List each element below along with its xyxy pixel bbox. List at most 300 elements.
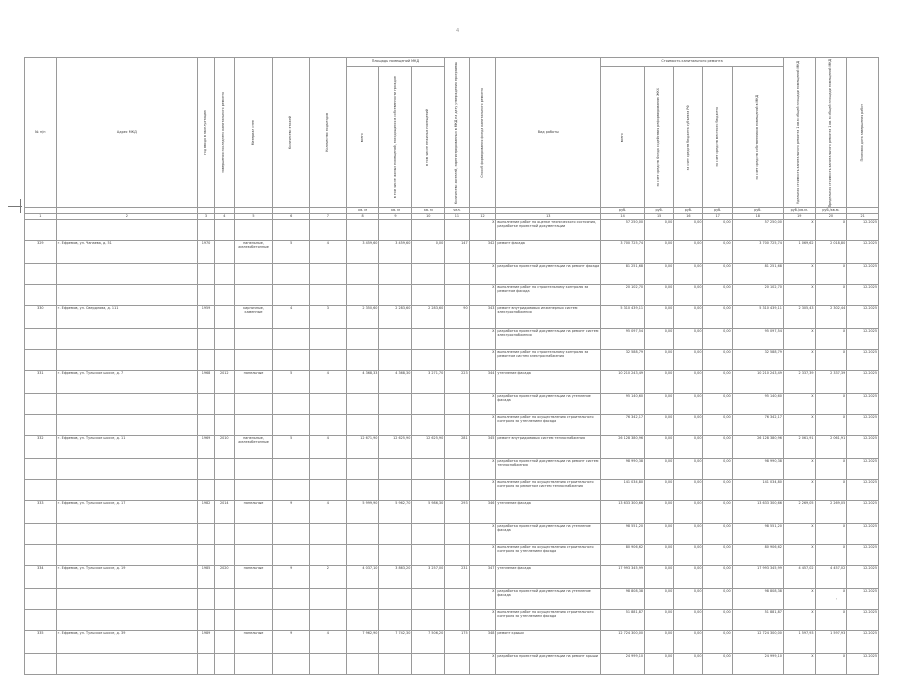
row-floors — [273, 524, 310, 545]
row-total-area — [346, 654, 379, 675]
row-cost-local: 0,00 — [703, 350, 732, 371]
row-year-built — [197, 329, 214, 350]
row-cost-total: 10 210 243,49 — [601, 371, 645, 394]
row-cost-fund: 0,00 — [645, 524, 674, 545]
row-cost-total: 95 140,60 — [601, 394, 645, 415]
column-number: 6 — [273, 214, 310, 220]
table-row — [25, 220, 879, 241]
row-cost-fund: 0,00 — [645, 285, 674, 306]
row-floors — [273, 264, 310, 285]
row-number: 329 — [25, 241, 57, 264]
unit-rubsqm-2: руб./кв.м. — [815, 208, 847, 214]
row-work-type: утепление фасада — [496, 566, 601, 589]
row-address — [56, 264, 197, 285]
row-address — [56, 459, 197, 480]
register-body — [25, 220, 879, 675]
row-deadline: 12.2025 — [847, 285, 879, 306]
row-limit-cost: 2 018,80 — [815, 241, 847, 264]
header-cost-region: за счет средств бюджета субъекта РФ — [685, 104, 690, 170]
row-ownership: X — [469, 589, 496, 610]
row-entrances — [310, 415, 347, 436]
row-cost-fund: 0,00 — [645, 480, 674, 501]
row-cost-fund: 0,00 — [645, 654, 674, 675]
row-year-overhaul: 2020 — [215, 566, 234, 589]
row-address: г. Ефремов, ул. Тульское шоссе, д. 11 — [56, 436, 197, 459]
row-entrances: 4 — [310, 241, 347, 264]
page-mark-bottom: ' — [836, 598, 838, 604]
row-address — [56, 654, 197, 675]
row-cost-fund: 0,00 — [645, 545, 674, 566]
header-area-group: Площадь помещений МКД — [346, 58, 445, 67]
row-residents: 231 — [445, 566, 469, 589]
row-cost-local: 0,00 — [703, 371, 732, 394]
row-floors — [273, 415, 310, 436]
row-nonliving-area — [412, 350, 445, 371]
row-unit-cost: X — [783, 285, 815, 306]
row-nonliving-area: 3 271,70 — [412, 371, 445, 394]
row-cost-local: 0,00 — [703, 436, 732, 459]
row-living-area: 7 742,30 — [379, 631, 412, 654]
row-cost-owners: 95 140,60 — [732, 394, 783, 415]
row-limit-cost: X — [815, 589, 847, 610]
row-cost-owners: 20 102,70 — [732, 285, 783, 306]
row-living-area — [379, 480, 412, 501]
row-cost-local: 0,00 — [703, 589, 732, 610]
row-deadline: 12.2025 — [847, 589, 879, 610]
row-nonliving-area: 2 283,60 — [412, 306, 445, 329]
row-address — [56, 480, 197, 501]
row-deadline: 12.2025 — [847, 501, 879, 524]
row-cost-owners: 3 700 725,74 — [732, 241, 783, 264]
row-address — [56, 545, 197, 566]
row-cost-owners: 76 342,17 — [732, 415, 783, 436]
row-ownership: X — [469, 285, 496, 306]
table-row — [25, 610, 879, 631]
row-cost-local: 0,00 — [703, 610, 732, 631]
row-year-overhaul — [215, 589, 234, 610]
row-year-overhaul — [215, 285, 234, 306]
row-deadline: 12.2025 — [847, 654, 879, 675]
header-address: Адрес МКД — [56, 58, 197, 208]
row-deadline: 12.2025 — [847, 306, 879, 329]
row-unit-cost: X — [783, 350, 815, 371]
row-cost-region: 0,00 — [674, 264, 703, 285]
row-address: г. Ефремов, ул. Тульское шоссе, д. 7 — [56, 371, 197, 394]
row-limit-cost: X — [815, 350, 847, 371]
row-living-area: 12 625,90 — [379, 436, 412, 459]
row-address — [56, 220, 197, 241]
row-floors: 9 — [273, 631, 310, 654]
row-cost-local: 0,00 — [703, 329, 732, 350]
row-cost-region: 0,00 — [674, 501, 703, 524]
row-cost-total: 26 128 380,96 — [601, 436, 645, 459]
header-cost-fund: за счет средств Фонда содействия реформированию ЖКХ — [656, 87, 661, 187]
row-limit-cost: X — [815, 394, 847, 415]
row-cost-owners: 80 906,62 — [732, 545, 783, 566]
header-unit-cost: Удельная стоимость капитального ремонта 1 кв.м общей площади помещений МКД — [796, 61, 801, 205]
row-wall-material — [234, 220, 273, 241]
row-number — [25, 329, 57, 350]
table-row — [25, 524, 879, 545]
header-works: Вид работы — [496, 58, 601, 208]
table-row — [25, 394, 879, 415]
column-number: 4 — [215, 214, 234, 220]
row-cost-region: 0,00 — [674, 631, 703, 654]
row-year-built — [197, 545, 214, 566]
row-year-overhaul — [215, 329, 234, 350]
header-residents: Количество жителей, зарегистрированных в МКД на дату утверждения программы — [454, 61, 459, 204]
header-cost-group: Стоимость капитального ремонта — [601, 58, 784, 67]
row-cost-region: 0,00 — [674, 654, 703, 675]
row-deadline: 12.2025 — [847, 631, 879, 654]
row-cost-owners: 12 724 300,00 — [732, 631, 783, 654]
table-row — [25, 285, 879, 306]
row-entrances: 2 — [310, 566, 347, 589]
row-total-area — [346, 459, 379, 480]
row-deadline: 12.2025 — [847, 566, 879, 589]
row-floors — [273, 350, 310, 371]
row-cost-total: 81 251,68 — [601, 264, 645, 285]
unit-rub-4: руб. — [703, 208, 732, 214]
row-unit-cost: 4 457,02 — [783, 566, 815, 589]
row-living-area — [379, 415, 412, 436]
row-unit-cost: X — [783, 524, 815, 545]
row-cost-total: 24 999,10 — [601, 654, 645, 675]
unit-sqm-2: кв. м — [379, 208, 412, 214]
row-nonliving-area — [412, 329, 445, 350]
row-cost-local: 0,00 — [703, 501, 732, 524]
row-residents: 147 — [445, 241, 469, 264]
row-number — [25, 350, 57, 371]
row-cost-total: 57 250,00 — [601, 220, 645, 241]
row-year-built — [197, 589, 214, 610]
row-entrances — [310, 545, 347, 566]
row-residents — [445, 654, 469, 675]
row-address: г. Ефремов, ул. Чапаева, д. 51 — [56, 241, 197, 264]
row-limit-cost: X — [815, 480, 847, 501]
table-row — [25, 654, 879, 675]
row-residents — [445, 459, 469, 480]
header-total-area: всего — [359, 132, 364, 142]
row-cost-total: 20 102,70 — [601, 285, 645, 306]
row-year-overhaul: 2012 — [215, 371, 234, 394]
unit-sqm-3: кв. м — [412, 208, 445, 214]
row-year-built — [197, 654, 214, 675]
row-year-overhaul — [215, 394, 234, 415]
row-entrances — [310, 394, 347, 415]
row-limit-cost: 2 302,44 — [815, 306, 847, 329]
row-floors — [273, 394, 310, 415]
row-cost-owners: 24 999,10 — [732, 654, 783, 675]
row-living-area — [379, 610, 412, 631]
row-entrances: 4 — [310, 501, 347, 524]
row-cost-total: 98 808,38 — [601, 589, 645, 610]
row-floors — [273, 285, 310, 306]
row-cost-region: 0,00 — [674, 589, 703, 610]
row-cost-region: 0,00 — [674, 436, 703, 459]
row-year-overhaul — [215, 241, 234, 264]
row-cost-region: 0,00 — [674, 306, 703, 329]
column-number: 12 — [469, 214, 496, 220]
row-work-type: ремонт внутридомовых систем теплоснабжения — [496, 436, 601, 459]
row-year-built — [197, 480, 214, 501]
row-number — [25, 264, 57, 285]
row-entrances: 4 — [310, 631, 347, 654]
row-work-type: разработка проектной документации на утепление фасада — [496, 394, 601, 415]
row-cost-region: 0,00 — [674, 480, 703, 501]
row-work-type: выполнение работ по осуществлению строительного контроля за утеплением фасада — [496, 610, 601, 631]
row-ownership: X — [469, 264, 496, 285]
row-cost-fund: 0,00 — [645, 459, 674, 480]
row-year-overhaul — [215, 545, 234, 566]
row-floors — [273, 329, 310, 350]
row-address — [56, 329, 197, 350]
row-limit-cost: X — [815, 329, 847, 350]
row-cost-region: 0,00 — [674, 459, 703, 480]
table-row — [25, 459, 879, 480]
row-limit-cost: 2 269,05 — [815, 501, 847, 524]
row-nonliving-area: 0,00 — [412, 241, 445, 264]
header-nonliving-area: в том числе нежилых помещений — [425, 108, 430, 166]
row-total-area: 12 671,90 — [346, 436, 379, 459]
row-cost-owners: 95 097,54 — [732, 329, 783, 350]
row-cost-fund: 0,00 — [645, 501, 674, 524]
row-entrances — [310, 654, 347, 675]
row-year-built — [197, 285, 214, 306]
header-cost-owners: за счет средств собственников помещений в МКД — [754, 94, 759, 180]
row-living-area — [379, 220, 412, 241]
table-row — [25, 264, 879, 285]
row-residents — [445, 350, 469, 371]
row-work-type: ремонт крыши — [496, 631, 601, 654]
row-number: 335 — [25, 631, 57, 654]
row-entrances — [310, 610, 347, 631]
row-total-area — [346, 220, 379, 241]
row-wall-material — [234, 350, 273, 371]
row-ownership: 348 — [469, 631, 496, 654]
row-cost-region: 0,00 — [674, 610, 703, 631]
row-cost-fund: 0,00 — [645, 631, 674, 654]
row-cost-region: 0,00 — [674, 524, 703, 545]
row-total-area: 4 368,33 — [346, 371, 379, 394]
row-cost-total: 13 633 300,66 — [601, 501, 645, 524]
row-entrances — [310, 285, 347, 306]
row-wall-material: панельные — [234, 501, 273, 524]
row-wall-material — [234, 654, 273, 675]
column-number: 3 — [197, 214, 214, 220]
row-cost-fund: 0,00 — [645, 220, 674, 241]
row-total-area — [346, 524, 379, 545]
table-row — [25, 306, 879, 329]
row-total-area — [346, 264, 379, 285]
table-row — [25, 501, 879, 524]
row-entrances — [310, 459, 347, 480]
unit-sqm-1: кв. м — [346, 208, 379, 214]
table-row — [25, 545, 879, 566]
row-number — [25, 220, 57, 241]
row-unit-cost: X — [783, 220, 815, 241]
row-year-overhaul — [215, 350, 234, 371]
row-wall-material: панельные — [234, 566, 273, 589]
table-row — [25, 415, 879, 436]
row-cost-owners: 57 250,00 — [732, 220, 783, 241]
row-total-area — [346, 545, 379, 566]
row-work-type: утепление фасада — [496, 501, 601, 524]
row-cost-region: 0,00 — [674, 329, 703, 350]
overhaul-register-table — [24, 57, 879, 675]
column-number: 9 — [379, 214, 412, 220]
column-number: 2 — [56, 214, 197, 220]
row-floors: 9 — [273, 566, 310, 589]
row-ownership: 347 — [469, 566, 496, 589]
row-number: 333 — [25, 501, 57, 524]
row-cost-local: 0,00 — [703, 631, 732, 654]
row-residents — [445, 480, 469, 501]
row-year-overhaul: 2014 — [215, 501, 234, 524]
row-floors — [273, 589, 310, 610]
row-cost-total: 95 097,54 — [601, 329, 645, 350]
row-unit-cost: X — [783, 545, 815, 566]
row-year-built: 1989 — [197, 631, 214, 654]
row-cost-owners: 10 210 243,49 — [732, 371, 783, 394]
row-limit-cost: X — [815, 545, 847, 566]
table-row — [25, 631, 879, 654]
row-ownership: 342 — [469, 241, 496, 264]
row-work-type: выполнение работ по осуществлению строительного контроля за утеплением фасада — [496, 545, 601, 566]
row-residents — [445, 610, 469, 631]
row-cost-owners: 141 034,80 — [732, 480, 783, 501]
row-nonliving-area: 3 257,00 — [412, 566, 445, 589]
row-unit-cost: 2 269,05 — [783, 501, 815, 524]
row-year-built — [197, 610, 214, 631]
column-number: 20 — [815, 214, 847, 220]
row-ownership: 346 — [469, 501, 496, 524]
row-work-type: разработка проектной документации на утепление фасада — [496, 589, 601, 610]
row-deadline: 12.2025 — [847, 220, 879, 241]
row-work-type: ремонт внутридомовых инженерных систем электроснабжения — [496, 306, 601, 329]
row-residents — [445, 264, 469, 285]
row-address: г. Ефремов, ул. Тульское шоссе, д. 17 — [56, 501, 197, 524]
row-wall-material — [234, 480, 273, 501]
row-unit-cost: 2 337,39 — [783, 371, 815, 394]
row-year-overhaul — [215, 654, 234, 675]
row-year-overhaul — [215, 306, 234, 329]
row-number — [25, 654, 57, 675]
row-living-area: 5 962,70 — [379, 501, 412, 524]
row-cost-owners: 13 633 300,66 — [732, 501, 783, 524]
row-cost-local: 0,00 — [703, 459, 732, 480]
row-nonliving-area — [412, 415, 445, 436]
row-living-area — [379, 654, 412, 675]
row-deadline: 12.2025 — [847, 394, 879, 415]
row-living-area — [379, 545, 412, 566]
row-cost-total: 76 342,17 — [601, 415, 645, 436]
row-living-area — [379, 524, 412, 545]
row-year-built — [197, 394, 214, 415]
column-number: 18 — [732, 214, 783, 220]
row-floors: 4 — [273, 306, 310, 329]
row-floors — [273, 545, 310, 566]
row-total-area: 4 037,10 — [346, 566, 379, 589]
column-number: 14 — [601, 214, 645, 220]
row-residents — [445, 394, 469, 415]
header-num: № п/п — [25, 58, 57, 208]
row-total-area — [346, 285, 379, 306]
row-residents: 293 — [445, 501, 469, 524]
row-work-type: разработка проектной документации на ремонт фасада — [496, 264, 601, 285]
row-work-type: выполнение работ по осуществлению строительного контроля за ремонтом систем теплоснабжения — [496, 480, 601, 501]
row-living-area — [379, 285, 412, 306]
row-total-area: 3 459,60 — [346, 241, 379, 264]
row-work-type: ремонт фасада — [496, 241, 601, 264]
row-unit-cost: X — [783, 415, 815, 436]
row-deadline: 12.2025 — [847, 415, 879, 436]
row-wall-material: кирпичные, каменные — [234, 306, 273, 329]
row-deadline: 12.2025 — [847, 264, 879, 285]
row-year-built: 1985 — [197, 566, 214, 589]
row-deadline: 12.2025 — [847, 329, 879, 350]
row-entrances — [310, 329, 347, 350]
row-cost-owners: 98 551,20 — [732, 524, 783, 545]
row-nonliving-area — [412, 264, 445, 285]
row-living-area — [379, 264, 412, 285]
row-year-built — [197, 415, 214, 436]
row-cost-fund: 0,00 — [645, 350, 674, 371]
row-deadline: 12.2025 — [847, 241, 879, 264]
row-limit-cost: 2 061,91 — [815, 436, 847, 459]
row-wall-material: панельные — [234, 371, 273, 394]
row-limit-cost: X — [815, 654, 847, 675]
row-entrances: 4 — [310, 436, 347, 459]
row-cost-local: 0,00 — [703, 566, 732, 589]
row-unit-cost: X — [783, 394, 815, 415]
row-unit-cost: 1 597,93 — [783, 631, 815, 654]
row-limit-cost: 2 337,39 — [815, 371, 847, 394]
row-total-area — [346, 350, 379, 371]
row-floors — [273, 480, 310, 501]
header-ownership: Способ формирования фонда капитального ремонта — [479, 87, 484, 178]
row-limit-cost: 4 457,02 — [815, 566, 847, 589]
row-wall-material — [234, 610, 273, 631]
row-nonliving-area — [412, 480, 445, 501]
row-year-overhaul — [215, 220, 234, 241]
table-row — [25, 350, 879, 371]
column-number: 13 — [496, 214, 601, 220]
row-wall-material: панельные, железобетонные — [234, 241, 273, 264]
row-cost-fund: 0,00 — [645, 415, 674, 436]
row-limit-cost: X — [815, 459, 847, 480]
row-unit-cost: X — [783, 459, 815, 480]
row-limit-cost: X — [815, 415, 847, 436]
row-deadline: 12.2025 — [847, 610, 879, 631]
row-residents — [445, 415, 469, 436]
row-cost-total: 12 724 300,00 — [601, 631, 645, 654]
row-residents — [445, 220, 469, 241]
row-wall-material — [234, 545, 273, 566]
row-cost-owners: 81 251,68 — [732, 264, 783, 285]
row-cost-fund: 0,00 — [645, 436, 674, 459]
row-cost-local: 0,00 — [703, 654, 732, 675]
row-entrances — [310, 524, 347, 545]
row-floors — [273, 654, 310, 675]
row-residents: 175 — [445, 631, 469, 654]
row-cost-owners: 17 993 345,99 — [732, 566, 783, 589]
row-total-area: 2 350,60 — [346, 306, 379, 329]
row-year-built — [197, 350, 214, 371]
row-cost-total: 5 310 439,11 — [601, 306, 645, 329]
column-number: 15 — [645, 214, 674, 220]
row-nonliving-area — [412, 524, 445, 545]
